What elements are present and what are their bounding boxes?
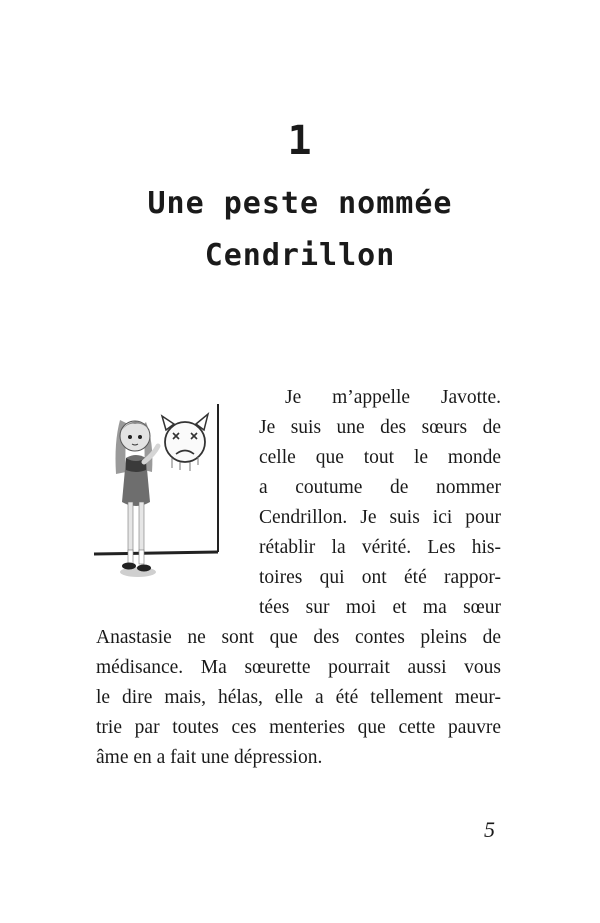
text-line: a coutume de nommer bbox=[259, 477, 501, 498]
chapter-title-line: Une peste nommée bbox=[147, 186, 453, 221]
text-line: celle que tout le monde bbox=[259, 447, 501, 468]
text-line: Anastasie ne sont que des contes pleins de bbox=[96, 627, 501, 648]
sad-devil-face-drawing bbox=[162, 414, 208, 471]
paragraph-wrapped-part bbox=[259, 383, 501, 623]
chapter-number: 1 bbox=[287, 118, 313, 164]
paragraph-full-width-part bbox=[96, 623, 501, 773]
text-line: Je m’appelle Javotte. bbox=[285, 387, 501, 408]
text-line: Je suis une des sœurs de bbox=[259, 417, 501, 438]
text-line: le dire mais, hélas, elle a été tellement meur- bbox=[96, 687, 501, 708]
page-number: 5 bbox=[484, 817, 495, 842]
chapter-title-line: Cendrillon bbox=[204, 238, 396, 273]
chapter-title bbox=[90, 178, 510, 282]
text-line: toires qui ont été rappor- bbox=[259, 567, 501, 588]
text-line: âme en a fait une dépression. bbox=[96, 747, 323, 768]
floor-line bbox=[94, 552, 218, 554]
text-line: trie par toutes ces menteries que cette pauvre bbox=[96, 717, 501, 738]
text-line: rétablir la vérité. Les his- bbox=[259, 537, 501, 558]
text-line: tées sur moi et ma sœur bbox=[259, 597, 501, 618]
text-line: médisance. Ma sœurette pourrait aussi vous bbox=[96, 657, 501, 678]
girl-drawing-illustration bbox=[92, 402, 232, 592]
text-line: Cendrillon. Je suis ici pour bbox=[259, 507, 501, 528]
